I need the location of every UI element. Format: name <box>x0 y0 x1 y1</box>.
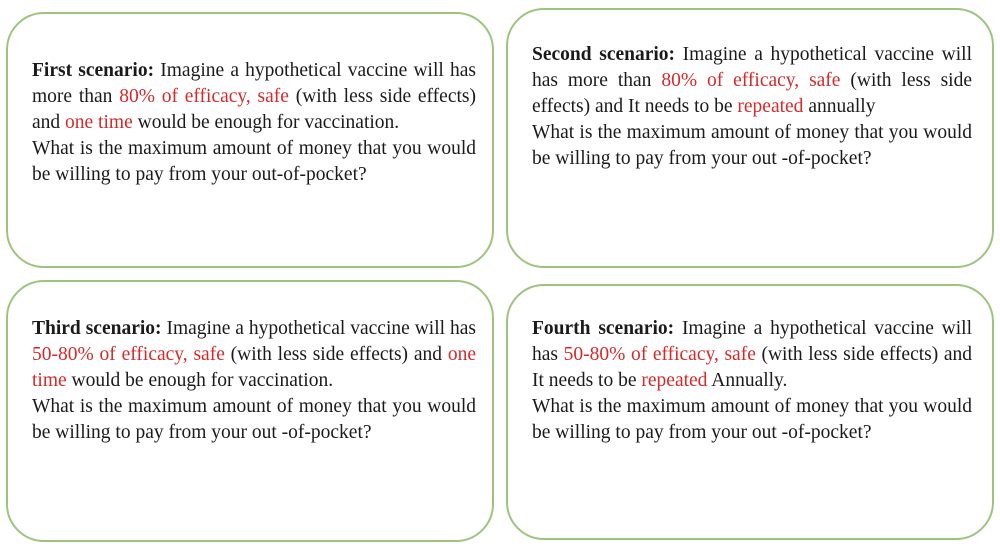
scenario-tail: Annually. <box>707 370 788 391</box>
scenario-text-first <box>32 58 476 188</box>
scenario-tail: annually <box>803 96 876 117</box>
scenario-efficacy: 80% of efficacy, safe <box>661 70 841 91</box>
scenario-frequency: repeated <box>641 370 708 391</box>
scenario-frequency: one time <box>32 344 476 391</box>
scenario-text-fourth <box>532 316 972 446</box>
scenario-question: What is the maximum amount of money that you would be willing to pay from your out -of-pocket? <box>532 396 972 443</box>
scenario-text-second <box>532 42 972 172</box>
scenario-intro: Imagine a hypothetical vaccine will has more than <box>532 44 973 91</box>
scenario-question: What is the maximum amount of money that you would be willing to pay from your out -of-pocket? <box>532 122 972 169</box>
scenario-frequency: one time <box>65 112 133 133</box>
scenario-mid: (with less side effects) and It needs to be <box>532 344 973 391</box>
scenario-text-third <box>32 316 476 446</box>
scenario-heading: Fourth scenario: <box>532 318 675 339</box>
scenario-intro: Imagine a hypothetical vaccine will has <box>532 318 972 365</box>
scenario-efficacy: 80% of efficacy, safe <box>119 86 289 107</box>
scenario-mid: (with less side effects) and <box>224 344 448 365</box>
scenario-efficacy: 50-80% of efficacy, safe <box>32 344 225 365</box>
scenario-heading: Third scenario: <box>32 318 162 339</box>
scenario-efficacy: 50-80% of efficacy, safe <box>563 344 756 365</box>
scenario-question: What is the maximum amount of money that you would be willing to pay from your out-of-pocket? <box>32 138 476 185</box>
scenario-intro: Imagine a hypothetical vaccine will has more than <box>32 60 476 107</box>
scenario-question: What is the maximum amount of money that you would be willing to pay from your out -of-pocket? <box>32 396 476 443</box>
scenario-frequency: repeated <box>737 96 804 117</box>
scenario-mid: (with less side effects) and <box>32 86 476 133</box>
scenario-heading: Second scenario: <box>532 44 676 65</box>
scenario-mid: (with less side effects) and It needs to be <box>532 70 972 117</box>
scenario-tail: would be enough for vaccination. <box>132 112 400 133</box>
scenario-tail: would be enough for vaccination. <box>66 370 334 391</box>
scenario-intro: Imagine a hypothetical vaccine will has <box>161 318 476 339</box>
scenario-heading: First scenario: <box>32 60 155 81</box>
